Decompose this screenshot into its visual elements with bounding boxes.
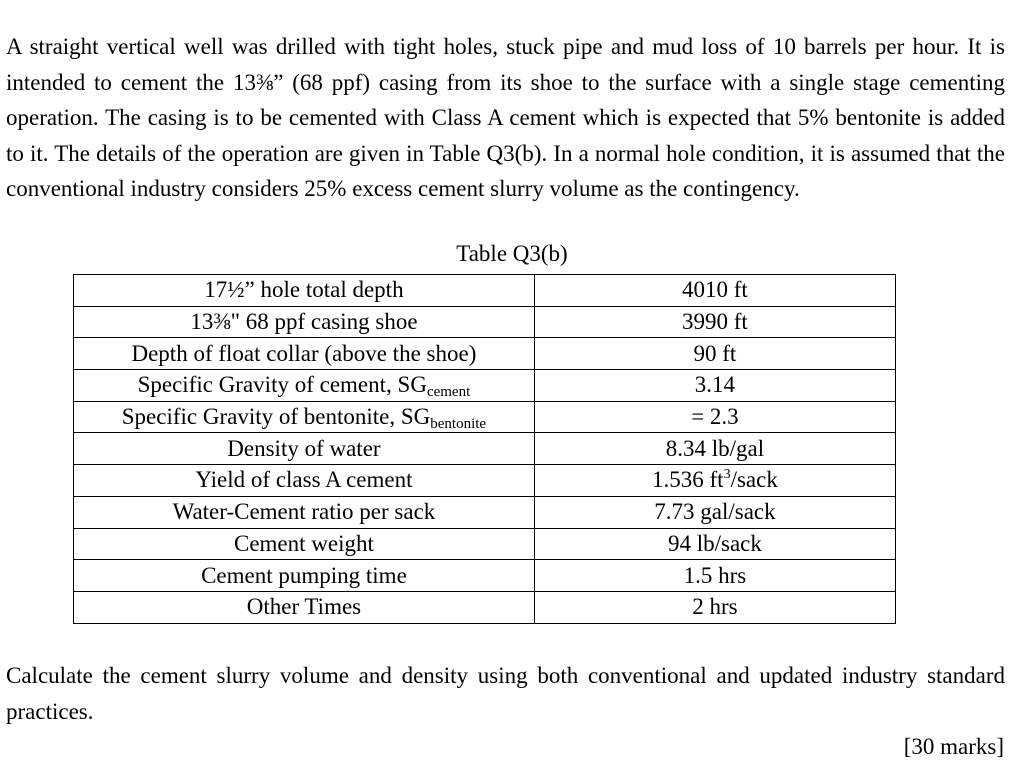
operation-details-table: [73, 274, 896, 624]
marks-label: [30 marks]: [903, 734, 1004, 759]
value-superscript: 3: [723, 467, 731, 483]
param-cell: Other Times: [74, 591, 535, 623]
param-main-text: Specific Gravity of bentonite, SG: [121, 404, 431, 430]
table-row: [74, 306, 896, 338]
param-cell: 17½” hole total depth: [74, 275, 535, 307]
param-cell: [74, 370, 535, 402]
value-cell: 3990 ft: [534, 306, 895, 338]
table-caption: Table Q3(b): [456, 241, 568, 266]
param-cell: [74, 401, 535, 433]
value-main-text: 1.536 ft: [652, 467, 724, 493]
value-cell: [534, 465, 895, 497]
param-cell: Cement weight: [74, 528, 535, 560]
param-cell: Cement pumping time: [74, 560, 535, 592]
table-row: [74, 465, 896, 497]
table-row: [74, 433, 896, 465]
value-cell: 3.14: [534, 370, 895, 402]
value-cell: 1.5 hrs: [534, 560, 895, 592]
table-row: [74, 560, 896, 592]
value-cell: = 2.3: [534, 401, 895, 433]
table-row: [74, 370, 896, 402]
param-cell: Yield of class A cement: [74, 465, 535, 497]
param-cell: Density of water: [74, 433, 535, 465]
param-cell: Water-Cement ratio per sack: [74, 496, 535, 528]
param-cell: 13⅜" 68 ppf casing shoe: [74, 306, 535, 338]
value-cell: 2 hrs: [534, 591, 895, 623]
table-row: [74, 528, 896, 560]
value-cell: 8.34 lb/gal: [534, 433, 895, 465]
table-row: [74, 591, 896, 623]
param-subscript: bentonite: [430, 416, 487, 433]
value-tail-text: /sack: [730, 467, 778, 493]
value-cell: 94 lb/sack: [534, 528, 895, 560]
problem-statement: A straight vertical well was drilled with tight holes, stuck pipe and mud loss of 10 barrels per hour. It is intended to cement the 13⅜” (68 ppf) casing from its shoe to the surface with a single stage cementing operation. The casing is to be cemented with Class A cement which is expected that 5% bentonite is added to it. The details of the operation are given in Table Q3(b). In a normal hole condition, it is assumed that the conventional industry considers 25% excess cement slurry volume as the contingency.: [6, 34, 1005, 201]
param-main-text: Specific Gravity of cement, SG: [137, 372, 427, 398]
param-subscript: cement: [426, 384, 471, 401]
table-row: [74, 496, 896, 528]
table-row: [74, 401, 896, 433]
value-cell: 7.73 gal/sack: [534, 496, 895, 528]
question-text: Calculate the cement slurry volume and density using both conventional and updated industry standard practices.: [6, 663, 1005, 724]
table-row: [74, 275, 896, 307]
value-cell: 4010 ft: [534, 275, 895, 307]
table-row: [74, 338, 896, 370]
param-cell: Depth of float collar (above the shoe): [74, 338, 535, 370]
value-cell: 90 ft: [534, 338, 895, 370]
